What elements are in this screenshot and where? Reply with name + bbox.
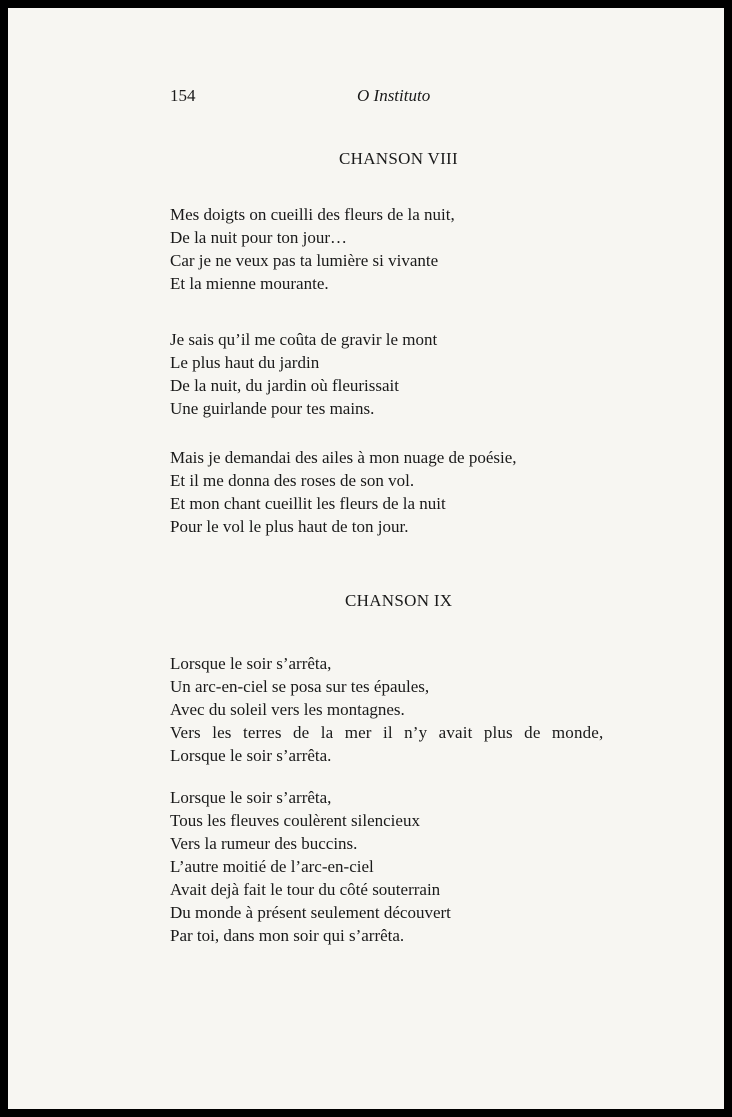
verse-line: Pour le vol le plus haut de ton jour. <box>170 517 409 536</box>
verse-line: De la nuit pour ton jour… <box>170 228 348 247</box>
verse-line: Une guirlande pour tes mains. <box>170 399 375 418</box>
verse-line: Et la mienne mourante. <box>170 274 329 293</box>
verse-line: De la nuit, du jardin où fleurissait <box>170 376 399 395</box>
running-title: O Instituto <box>357 86 431 105</box>
stanza <box>170 446 517 538</box>
verse-line: Avait dejà fait le tour du côté souterrain <box>170 880 441 899</box>
poem-title-chanson-ix: CHANSON IX <box>345 591 453 610</box>
verse-line: Avec du soleil vers les montagnes. <box>170 700 405 719</box>
verse-line: Un arc-en-ciel se posa sur tes épaules, <box>170 677 430 696</box>
verse-line: Du monde à présent seulement découvert <box>170 903 451 922</box>
verse-line: Tous les fleuves coulèrent silencieux <box>170 811 420 830</box>
verse-line: Lorsque le soir s’arrêta, <box>170 788 332 807</box>
book-page <box>8 8 724 1109</box>
verse-line: Le plus haut du jardin <box>170 353 320 372</box>
stanza <box>170 786 451 947</box>
verse-line: Mais je demandai des ailes à mon nuage de poésie, <box>170 448 517 467</box>
verse-line: Lorsque le soir s’arrêta, <box>170 654 332 673</box>
stanza <box>170 203 455 295</box>
verse-line: Je sais qu’il me coûta de gravir le mont <box>170 330 438 349</box>
page-number: 154 <box>170 86 196 105</box>
verse-line: Vers la rumeur des buccins. <box>170 834 358 853</box>
verse-line: Et mon chant cueillit les fleurs de la nuit <box>170 494 446 513</box>
verse-line: Et il me donna des roses de son vol. <box>170 471 415 490</box>
verse-line: Vers les terres de la mer il n’y avait plus de monde, <box>170 723 604 742</box>
verse-line: L’autre moitié de l’arc-en-ciel <box>170 857 374 876</box>
verse-line: Par toi, dans mon soir qui s’arrêta. <box>170 926 405 945</box>
stanza <box>170 652 603 767</box>
stanza <box>170 328 437 420</box>
verse-line: Car je ne veux pas ta lumière si vivante <box>170 251 439 270</box>
poem-title-chanson-viii: CHANSON VIII <box>339 149 458 168</box>
verse-line: Lorsque le soir s’arrêta. <box>170 746 332 765</box>
verse-line: Mes doigts on cueilli des fleurs de la nuit, <box>170 205 455 224</box>
page-header <box>8 86 724 110</box>
